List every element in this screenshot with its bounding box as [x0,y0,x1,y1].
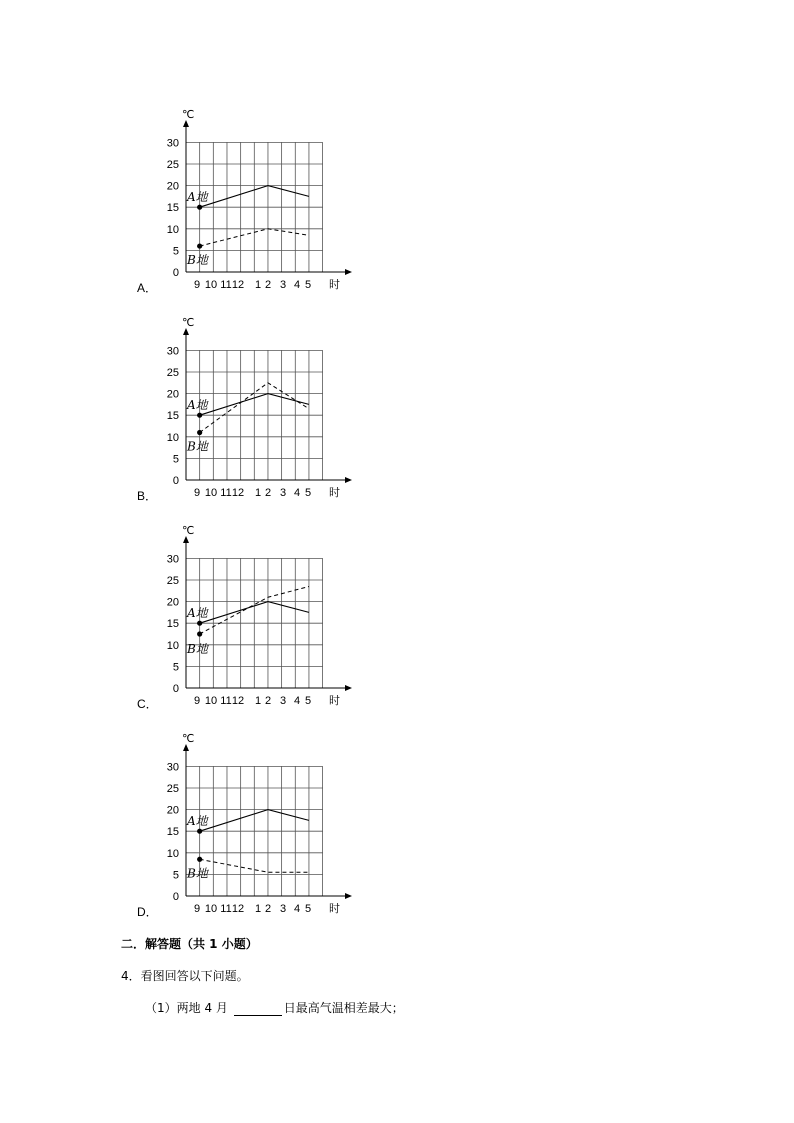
option-c-chart [130,516,370,716]
option-a-series-b-start-point [197,243,202,248]
option-a-x-tick-label: 12 [231,279,245,291]
section-heading: 二．解答题（共 1 小题） [121,937,258,951]
option-a-y-tick-label: 5 [172,245,179,258]
option-d-y-tick-label: 10 [166,847,179,860]
option-d-x-tick-label: 4 [293,903,301,915]
option-d-x-tick-label: 5 [304,903,312,915]
option-d-chart [130,724,370,924]
option-d-x-tick-label: 3 [279,903,287,915]
option-a-x-axis-arrow [345,269,352,275]
option-d-y-tick-label: 15 [166,826,179,839]
option-d-letter: D． [137,905,158,919]
option-c-x-tick-label: 10 [204,695,218,707]
option-a-label-b: B地 [187,253,208,268]
option-c-y-tick-label: 5 [172,661,179,674]
option-c-x-tick-label: 4 [293,695,301,707]
option-b-y-tick-label: 0 [172,475,179,487]
option-c-x-unit: 时 [329,694,340,707]
option-b-y-tick-label: 10 [166,431,179,444]
option-b-y-tick-label: 20 [166,388,179,401]
option-c-y-tick-label: 15 [166,618,179,631]
option-c-x-tick-label: 1 [254,695,262,707]
option-d-label-b: B地 [187,866,208,881]
option-d-block [130,724,370,924]
option-c-series-b-start-point [197,631,202,636]
option-c-y-axis-arrow [183,536,189,543]
option-c-y-tick-label: 0 [172,683,179,695]
option-d-label-a: A地 [187,814,208,829]
option-d-x-tick-label: 9 [193,903,201,915]
answer-blank[interactable] [234,1003,282,1016]
option-c-x-tick-label: 3 [279,695,287,707]
option-b-block [130,308,370,508]
option-d-series-a-start-point [197,829,202,834]
option-c-x-tick-label: 11 [220,695,232,707]
option-a-chart [130,100,370,300]
option-b-x-tick-label: 12 [231,487,245,499]
sub-question-suffix: 日最高气温相差最大； [283,1001,404,1015]
option-c-letter: C． [137,697,158,711]
option-c-label-a: A地 [187,606,208,621]
option-d-y-axis-arrow [183,744,189,751]
option-d-y-tick-label: 0 [172,891,179,903]
option-b-series-a-start-point [197,413,202,418]
option-c-y-unit: ℃ [182,524,195,537]
option-d-x-tick-label: 11 [220,903,232,915]
option-c-y-tick-label: 25 [166,575,179,587]
option-a-y-tick-label: 25 [166,159,179,171]
option-d-x-unit: 时 [329,902,340,915]
option-c-x-tick-label: 9 [193,695,201,707]
option-b-x-tick-label: 11 [220,487,232,499]
option-a-y-unit: ℃ [182,108,195,121]
option-d-series-b-start-point [197,857,202,862]
option-a-x-unit: 时 [329,278,340,291]
option-c-block [130,516,370,716]
option-c-x-axis-arrow [345,685,352,691]
option-b-x-tick-label: 9 [193,487,201,499]
option-d-x-axis-arrow [345,893,352,899]
option-d-x-tick-label: 1 [254,903,262,915]
option-a-x-tick-label: 9 [193,279,201,291]
option-a-x-tick-label: 11 [220,279,232,291]
option-b-x-unit: 时 [329,486,340,499]
option-d-x-tick-label: 2 [264,903,272,915]
option-a-letter: A． [137,281,158,295]
option-c-x-tick-label: 5 [304,695,312,707]
option-b-y-tick-label: 15 [166,410,179,423]
option-b-x-tick-label: 2 [264,487,272,499]
option-b-x-tick-label: 5 [304,487,312,499]
option-a-y-tick-label: 15 [166,202,179,215]
question-text: 4．看图回答以下问题。 [121,969,249,983]
option-b-series-b-start-point [197,430,202,435]
option-b-x-tick-label: 3 [279,487,287,499]
option-b-label-a: A地 [187,398,208,413]
option-d-y-tick-label: 5 [172,869,179,882]
option-c-y-tick-label: 20 [166,596,179,609]
option-a-x-tick-label: 10 [204,279,218,291]
option-b-y-tick-label: 30 [166,345,179,358]
option-d-y-unit: ℃ [182,732,195,745]
sub-question-1 [145,999,404,1016]
option-a-y-tick-label: 20 [166,180,179,193]
option-b-chart [130,308,370,508]
option-c-series-a-start-point [197,621,202,626]
option-d-y-tick-label: 25 [166,783,179,795]
option-b-x-tick-label: 10 [204,487,218,499]
option-c-x-tick-label: 12 [231,695,245,707]
option-a-block [130,100,370,300]
option-c-label-b: B地 [187,642,208,657]
option-d-x-tick-label: 12 [231,903,245,915]
option-b-letter: B． [137,489,158,503]
option-a-y-tick-label: 0 [172,267,179,279]
option-d-y-tick-label: 30 [166,761,179,774]
option-a-x-tick-label: 3 [279,279,287,291]
option-b-y-unit: ℃ [182,316,195,329]
option-b-x-tick-label: 1 [254,487,262,499]
option-b-y-tick-label: 5 [172,453,179,466]
option-b-y-tick-label: 25 [166,367,179,379]
option-a-x-tick-label: 5 [304,279,312,291]
option-d-x-tick-label: 10 [204,903,218,915]
option-a-series-a-start-point [197,205,202,210]
option-c-x-tick-label: 2 [264,695,272,707]
option-d-y-tick-label: 20 [166,804,179,817]
option-b-y-axis-arrow [183,328,189,335]
option-c-y-tick-label: 30 [166,553,179,566]
option-a-label-a: A地 [187,190,208,205]
option-a-x-tick-label: 2 [264,279,272,291]
option-c-y-tick-label: 10 [166,639,179,652]
option-b-label-b: B地 [187,439,208,454]
option-a-x-tick-label: 1 [254,279,262,291]
sub-question-prefix: （1）两地 4 月 [145,1001,232,1015]
option-a-x-tick-label: 4 [293,279,301,291]
option-a-y-axis-arrow [183,120,189,127]
option-a-y-tick-label: 10 [166,223,179,236]
option-a-y-tick-label: 30 [166,137,179,150]
option-b-x-tick-label: 4 [293,487,301,499]
option-b-x-axis-arrow [345,477,352,483]
